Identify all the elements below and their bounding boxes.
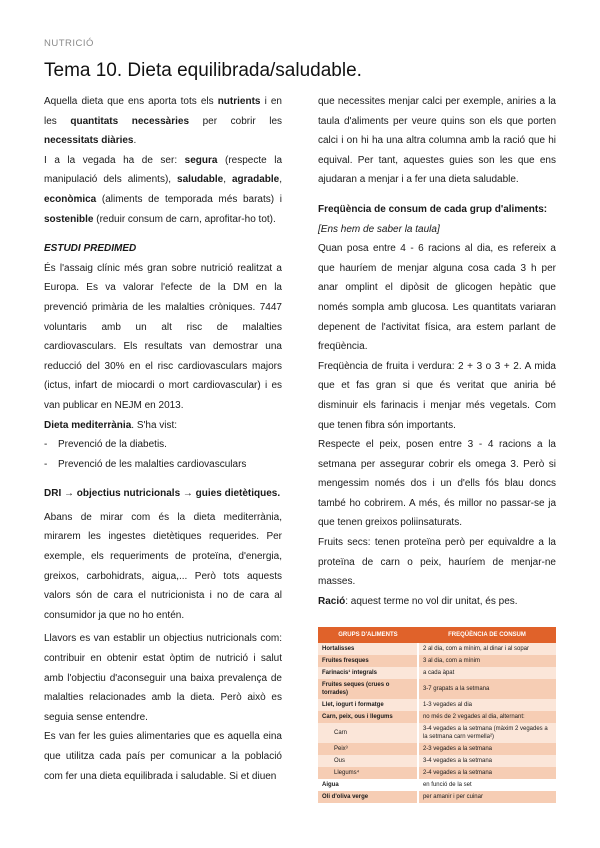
paragraph-guides-continued: que necessites menjar calci per exemple, aniries a la taula d'aliments per veure quins son els que porten calci i on hi ha una altra columna amb la ració que hi equival. Per tant, aquestes guies son les que ens ajudaran a menjar i a fer una dieta saludable. xyxy=(318,96,556,186)
paragraph-guides: Es van fer les guies alimentaries que es aquella eina que utilitza cada país per comunicar a la població com fer una dieta equilibrada i saludable. Si et diuen xyxy=(44,731,282,782)
food-group-cell: Llet, iogurt i formatge xyxy=(318,699,418,711)
food-group-cell: Carn xyxy=(318,723,418,743)
food-group-cell: Carn, peix, ous i llegums xyxy=(318,711,418,723)
frequency-cell: 1-3 vegades al dia xyxy=(418,699,556,711)
paragraph-mediterranean: Dieta mediterrània. S'ha vist: xyxy=(44,419,178,431)
frequency-cell: a cada àpat xyxy=(418,667,556,679)
table-row xyxy=(318,755,556,767)
table-row xyxy=(318,779,556,791)
note-table: [Ens hem de saber la taula] xyxy=(318,223,440,235)
paragraph-requirements: I a la vegada ha de ser: segura (respecte la manipulació dels aliments), saludable, agradable, econòmica (aliments de temporada més barats) i sostenible (reduir consum de carn, aprofitar-ho tot). xyxy=(44,154,283,225)
frequency-cell: en funció de la set xyxy=(418,779,556,791)
frequency-cell: per amanir i per cuinar xyxy=(418,791,556,803)
heading-predimed: ESTUDI PREDIMED xyxy=(44,243,137,255)
frequency-cell: 2-3 vegades a la setmana xyxy=(418,743,556,755)
table-header-frequency: FREQÜÈNCIA DE CONSUM xyxy=(418,627,556,643)
paragraph-nuts: Fruits secs: tenen proteïna però per equivaldre a la proteïna de carn o peix, hauríem de menjar-ne masses. xyxy=(318,537,556,588)
table-row xyxy=(318,699,556,711)
right-column xyxy=(318,92,556,611)
table-row xyxy=(318,767,556,779)
frequency-cell: 3 al dia, com a mínim xyxy=(418,655,556,667)
section-header: NUTRICIÓ xyxy=(44,38,94,49)
frequency-cell: 3-4 vegades a la setmana xyxy=(418,755,556,767)
benefits-list xyxy=(44,435,282,474)
paragraph-ration: Ració: aquest terme no vol dir unitat, és pes. xyxy=(318,595,518,607)
food-group-cell: Fruites seques (crues o torrades) xyxy=(318,679,418,699)
paragraph-predimed: És l'assaig clínic més gran sobre nutrició realitzat a Europa. Es va valorar l'efecte de la DM en la prevenció primària de les malalties cròniques. 7447 voluntaris amb un alt risc de malalties cardiovasculars. Els resultats van demostrar una reducció del 30% en el risc cardiovasculars majors (ictus, infart de miocardi o mort cardiovascular) i es van publicar en NEJM en 2013. xyxy=(44,262,282,411)
page-title: Tema 10. Dieta equilibrada/saludable. xyxy=(44,60,362,81)
heading-frequency: Freqüència de consum de cada grup d'aliments: xyxy=(318,203,548,215)
left-column xyxy=(44,92,282,786)
frequency-cell: 2-4 vegades a la setmana xyxy=(418,767,556,779)
table-header-groups: GRUPS D'ALIMENTS xyxy=(318,627,418,643)
paragraph-objectives: Llavors es van establir un objectius nutricionals com: contribuir en obtenir estat òptim de nutrició i salut amb l'objectiu d'aconseguir una baixa prevalença de malalties relacionades amb la dieta. Però això es seguia sense entendre. xyxy=(44,633,282,723)
table-row xyxy=(318,743,556,755)
paragraph-intro: Aquella dieta que ens aporta tots els nutrients i en les quantitats necessàries per cobrir les necessitats diàries. xyxy=(44,96,283,147)
paragraph-dri: Abans de mirar com és la dieta mediterrània, mirarem les ingestes dietètiques requerides. Per exemple, els requeriments de proteïna, d'energia, greixos, carbohidrats, aigua,... Però tots aquests valors són de cara el nutricionista i no de cara al consumidor ja que no ho entén. xyxy=(44,511,282,621)
food-group-cell: Peix³ xyxy=(318,743,418,755)
paragraph-servings: Quan posa entre 4 - 6 racions al dia, es refereix a que hauríem de menjar alguna cosa cada 3 h per anar omplint el dipòsit de glicogen hepàtic que només sompla amb glucosa. Les quantitats variaran depenent de l'activitat física, ara estem parlant de freqüència. xyxy=(318,243,556,353)
food-group-cell: Hortalisses xyxy=(318,643,418,655)
table-row xyxy=(318,667,556,679)
frequency-cell: 3-7 grapats a la setmana xyxy=(418,679,556,699)
food-group-cell: Llegums⁴ xyxy=(318,767,418,779)
table-header-row xyxy=(318,627,556,643)
paragraph-fish: Respecte el peix, posen entre 3 - 4 racions a la setmana per assegurar cobrir els omega 3. Però si mengessim només dos i un d'ells fós blau doncs també ho cobrirem. A més, és millor no passar-se ja que tenen greixos poliinsaturats. xyxy=(318,439,556,529)
table-row xyxy=(318,643,556,655)
frequency-cell: 3-4 vegades a la setmana (màxim 2 vegades a la setmana carn vermella²) xyxy=(418,723,556,743)
food-group-cell: Farinacis¹ integrals xyxy=(318,667,418,679)
food-group-cell: Oli d'oliva verge xyxy=(318,791,418,803)
frequency-cell: 2 al dia, com a mínim, al dinar i al sopar xyxy=(418,643,556,655)
table-body xyxy=(318,643,556,803)
food-group-cell: Fruites fresques xyxy=(318,655,418,667)
table-row xyxy=(318,723,556,743)
table-row xyxy=(318,791,556,803)
heading-dri: DRI → objectius nutricionals → guies dietètiques. xyxy=(44,488,281,500)
table-row xyxy=(318,679,556,699)
table-row xyxy=(318,655,556,667)
food-group-cell: Ous xyxy=(318,755,418,767)
list-item: - Prevenció de les malalties cardiovasculars xyxy=(44,455,282,475)
frequency-table xyxy=(318,627,556,803)
list-item: - Prevenció de la diabetis. xyxy=(44,435,282,455)
frequency-cell: no més de 2 vegades al dia, alternant: xyxy=(418,711,556,723)
paragraph-fruit-veg: Freqüència de fruita i verdura: 2 + 3 o 3 + 2. A mida que et fas gran si que és veritat que aniria bé disminuir els farinacis i menjar més vegetals. Com que tenen fibra són importants. xyxy=(318,360,556,431)
table-row xyxy=(318,711,556,723)
food-group-cell: Aigua xyxy=(318,779,418,791)
